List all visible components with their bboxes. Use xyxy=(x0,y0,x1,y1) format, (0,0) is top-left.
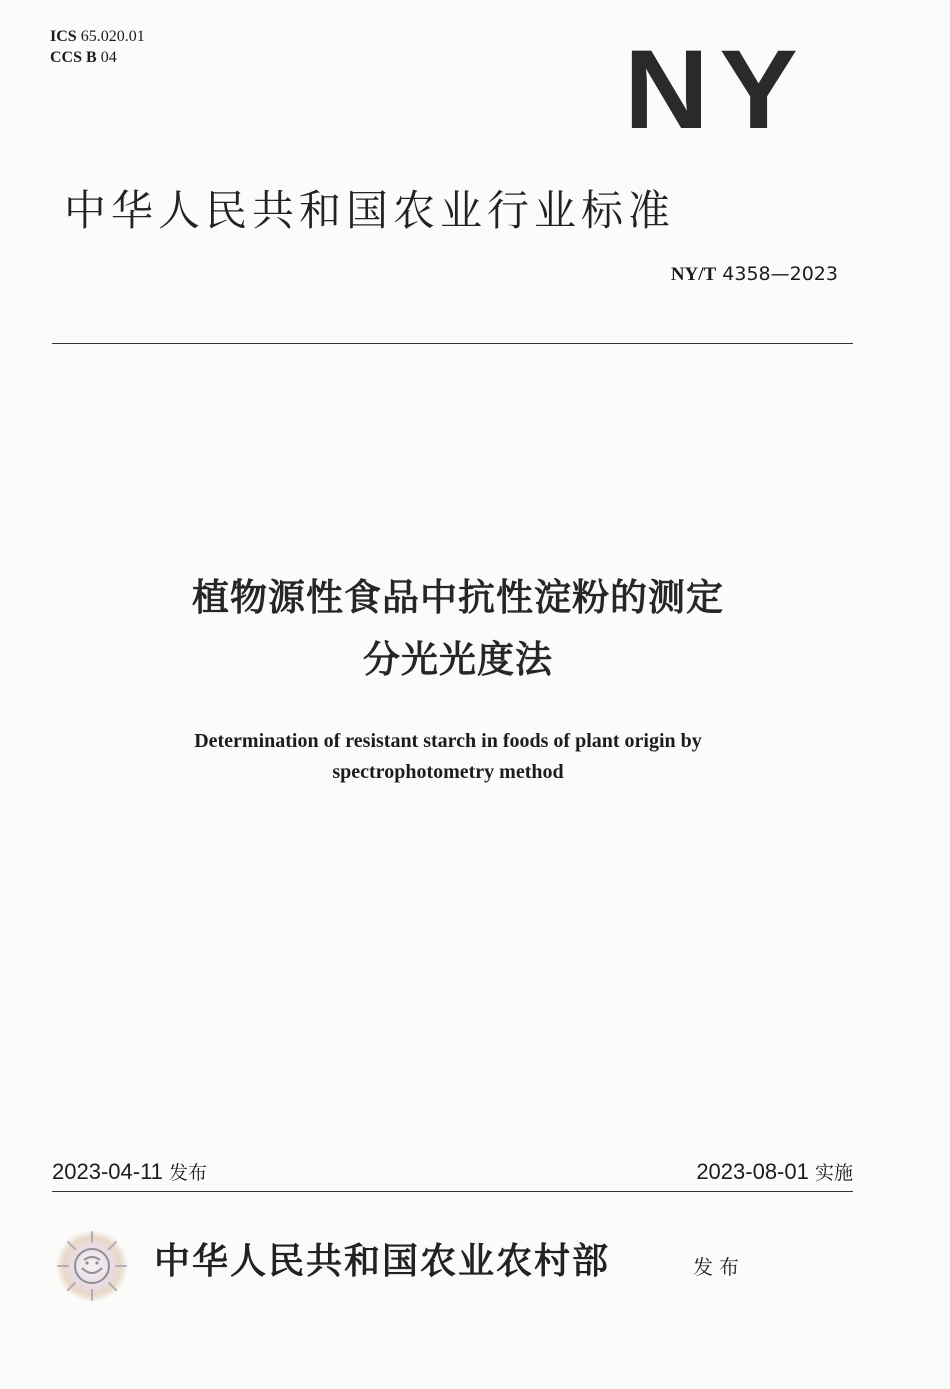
english-title-line-1: Determination of resistant starch in foods of plant origin by xyxy=(194,730,702,752)
implementation-date-value: 2023-08-01 xyxy=(696,1159,809,1184)
implementation-date xyxy=(696,1157,853,1188)
standard-number-value: 4358—2023 xyxy=(722,263,838,285)
ics-label: ICS xyxy=(50,28,77,45)
chinese-title-line-1: 植物源性食品中抗性淀粉的测定 xyxy=(192,576,724,619)
issue-label: 发布 xyxy=(169,1162,208,1184)
issue-date-value: 2023-04-11 xyxy=(52,1159,163,1184)
chinese-title-line-2: 分光光度法 xyxy=(363,638,553,681)
standard-number-prefix: NY/T xyxy=(670,264,717,285)
bottom-divider xyxy=(52,1191,853,1192)
top-divider xyxy=(52,343,853,344)
classification-codes xyxy=(50,26,145,68)
publish-label: 发布 xyxy=(693,1255,745,1279)
implementation-label: 实施 xyxy=(814,1162,853,1184)
ics-code: 65.020.01 xyxy=(80,28,145,45)
ics-line xyxy=(50,26,145,47)
ccs-line xyxy=(50,47,145,68)
standard-mark: NY xyxy=(624,27,809,152)
ministry-emblem-icon xyxy=(54,1228,130,1304)
ccs-label: CCS B xyxy=(50,49,97,66)
ccs-code: 04 xyxy=(100,49,117,66)
standard-title: 中华人民共和国农业行业标准 xyxy=(64,186,676,235)
english-title-line-2: spectrophotometry method xyxy=(332,761,564,783)
issue-date xyxy=(52,1157,207,1188)
standard-number xyxy=(671,262,838,287)
issuing-ministry: 中华人民共和国农业农村部 xyxy=(154,1240,611,1282)
